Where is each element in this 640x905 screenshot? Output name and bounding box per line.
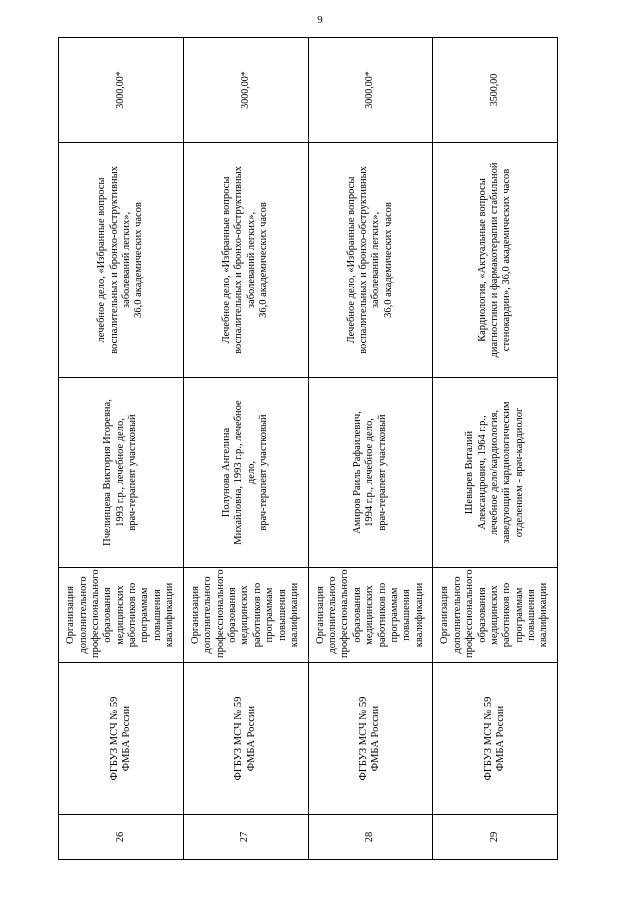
cost-cell: 3000,00* [183,38,308,143]
cost-cell: 3000,00* [59,38,184,143]
cost-cell: 3500,00 [433,38,558,143]
table-row [308,38,433,860]
program-cell: Организация дополнительного профессионального образования медицинских работников по программам повышения квалификации [308,568,433,663]
course-cell: Кардиология, «Актуальные вопросы диагностики и фармакотерапии стабильной стенокардии», 36,0 академических часов [433,143,558,378]
row-number-cell: 29 [433,815,558,860]
person-cell: Шевырев Виталий Александрович, 1964 г.р., лечебное дело/кардиология, заведующий кардиологическим отделением - врач-кардиолог [433,378,558,568]
cost-cell: 3000,00* [308,38,433,143]
person-cell: Амиров Раиль Рафаилевич, 1994 г.р., лечебное дело, врач-терапевт участковый [308,378,433,568]
page-number: 9 [317,14,323,26]
program-cell: Организация дополнительного профессионального образования медицинских работников по программам повышения квалификации [183,568,308,663]
organization-cell: ФГБУЗ МСЧ № 59 ФМБА России [183,663,308,815]
course-cell: Лечебное дело, «Избранные вопросы воспалительных и бронхо-обструктивных заболеваний легких», 36,0 академических часов [183,143,308,378]
person-cell: Полунова Ангелина Михайловна, 1993 г.р., лечебное дело, врач-терапевт участковый [183,378,308,568]
training-table [58,37,558,860]
table-row [433,38,558,860]
person-cell: Пчелинцева Виктория Игоревна, 1993 г.р., лечебное дело, врач-терапевт участковый [59,378,184,568]
rotated-table-container [58,38,558,860]
organization-cell: ФГБУЗ МСЧ № 59 ФМБА России [59,663,184,815]
row-number-cell: 28 [308,815,433,860]
row-number-cell: 26 [59,815,184,860]
course-cell: Лечебное дело, «Избранные вопросы воспалительных и бронхо-обструктивных заболеваний легких», 36,0 академических часов [308,143,433,378]
table-row [183,38,308,860]
organization-cell: ФГБУЗ МСЧ № 59 ФМБА России [433,663,558,815]
program-cell: Организация дополнительного профессионального образования медицинских работников по программам повышения квалификации [59,568,184,663]
table-row [59,38,184,860]
organization-cell: ФГБУЗ МСЧ № 59 ФМБА России [308,663,433,815]
row-number-cell: 27 [183,815,308,860]
program-cell: Организация дополнительного профессионального образования медицинских работников по программам повышения квалификации [433,568,558,663]
course-cell: лечебное дело, «Избранные вопросы воспалительных и бронхо-обструктивных заболеваний легких», 36,0 академических часов [59,143,184,378]
